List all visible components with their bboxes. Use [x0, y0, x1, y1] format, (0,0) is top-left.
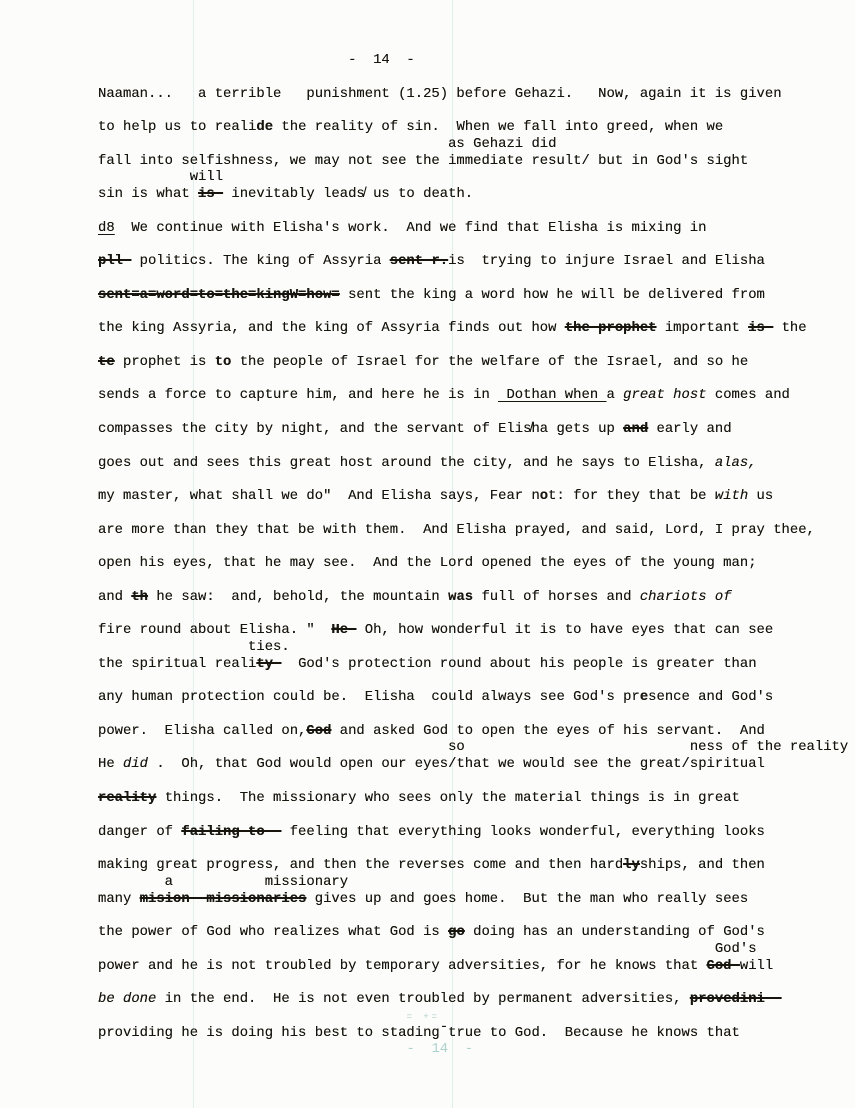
text-segment: full of horses and [473, 588, 640, 605]
text-segment: goes out and sees this great host around the city, and he says to Elisha, [98, 454, 715, 471]
italic-text: be done [98, 991, 157, 1008]
text-segment: providing he is doing his best to stading [98, 1024, 440, 1041]
text-segment: and [98, 588, 132, 605]
text-line [98, 480, 855, 514]
struck-out-text: mision--missionaries [139, 890, 307, 907]
text-segment: is trying to injure Israel and Elisha [448, 253, 765, 270]
text-line [98, 581, 855, 615]
text-line [98, 681, 855, 715]
text-segment: power and he is not troubled by temporary adversities, for he knows that [98, 957, 707, 974]
text-line [98, 514, 855, 548]
underlined-text: Dothan when [498, 387, 607, 404]
text-segment: t: for they that be [548, 488, 715, 505]
text-segment: will [739, 957, 774, 974]
text-segment [98, 1042, 406, 1058]
text-segment: sence and God's [648, 689, 774, 706]
text-segment: gives up and goes home. But the man who really sees [306, 890, 749, 907]
text-segment: compasses the city by night, and the servant of Eli [98, 421, 524, 438]
struck-out-text: God [306, 722, 332, 739]
text-segment: in the end. He is not even troubled by permanent adversities, [156, 991, 690, 1008]
struck-out-text: te [98, 353, 115, 370]
italic-text: great host [623, 387, 707, 404]
text-segment: any human protection could be. Elisha could always see God's pr [98, 689, 640, 706]
struck-out-text: provedini-- [689, 991, 782, 1008]
text-segment: and asked God to open the eyes of his servant. And [331, 722, 765, 739]
text-segment: comes and [706, 387, 790, 404]
text-segment: God's [98, 940, 757, 957]
struck-out-text: failing-to-- [181, 823, 282, 840]
text-segment: the king Assyria, and the king of Assyria finds out how [98, 320, 565, 337]
text-segment: danger of [98, 823, 182, 840]
text-segment: prophet is [114, 353, 215, 370]
text-segment: so ness of the reality [98, 739, 849, 756]
text-segment: open his eyes, that he may see. And the Lord opened the eyes of the young man; [98, 555, 757, 572]
text-line [98, 44, 855, 78]
text-segment: the people of Israel for the welfare of the Israel, and so he [231, 353, 749, 370]
text-segment: s̸ us to death. [356, 186, 474, 203]
text-segment: inevitably lead [223, 186, 357, 203]
text-segment: . Oh, that God would open our eyes/that we would see the great/spiritual [148, 756, 765, 773]
text-segment: doing has an understanding of God's [464, 924, 765, 941]
text-segment: - [439, 1018, 449, 1035]
text-segment: He [98, 756, 124, 773]
text-segment: a missionary [98, 873, 349, 890]
underlined-text: d8 [98, 219, 115, 236]
text-segment [98, 1008, 406, 1024]
text-segment: the reality of sin. When we fall into greed, when we [273, 119, 724, 136]
text-segment: We continue with Elisha's work. And we find that Elisha is mixing in [114, 219, 707, 236]
text-segment: many [98, 890, 140, 907]
text-segment: fire round about Elisha. " [98, 622, 332, 639]
text-segment: will [98, 169, 224, 186]
text-segment: a [606, 387, 624, 404]
document-body [98, 44, 855, 1058]
text-line [98, 816, 855, 850]
text-segment: Naaman... a terrible punishment (1.25) before Gehazi. Now, again it is given [98, 85, 782, 102]
text-segment: true to God. Because he knows that [448, 1024, 740, 1041]
text-line [98, 413, 855, 447]
struck-out-text: pll- [98, 253, 132, 270]
italic-text: did [123, 756, 149, 773]
struck-out-text: sent-r. [389, 253, 449, 270]
text-segment: s̸ha gets up [523, 421, 624, 438]
text-segment: - 14 - [406, 1041, 474, 1058]
text-segment: early and [648, 421, 732, 438]
text-segment: = += [406, 1012, 441, 1023]
text-segment: feeling that everything looks wonderful, everything looks [281, 823, 765, 840]
struck-out-text: go [448, 924, 465, 941]
struck-out-text: ty- [256, 655, 282, 672]
text-segment: as Gehazi did [98, 135, 557, 152]
text-segment: - 14 - [98, 52, 415, 68]
text-segment: fall into selfishness, we may not see the immediate result/ but in God's sight [98, 152, 749, 169]
struck-out-text: and [623, 421, 649, 438]
struck-out-text: is- [198, 186, 224, 203]
text-segment: sent the king a word how he will be delivered from [339, 286, 765, 303]
text-line [98, 346, 855, 380]
struck-out-text: is- [748, 320, 774, 337]
struck-out-text: reality [98, 790, 157, 807]
struck-out-text: sent=a=word=to=the=kingW=how= [98, 286, 340, 303]
text-segment: ties. [98, 639, 290, 656]
overtyped-text: e [639, 689, 649, 706]
text-segment: the spiritual reali [98, 655, 257, 672]
struck-out-text: th [131, 588, 149, 605]
italic-text: chariots of [639, 588, 732, 605]
text-segment: are more than they that be with them. And Elisha prayed, and said, Lord, I pray thee, [98, 521, 815, 538]
text-segment: sin is what [98, 186, 199, 203]
text-segment: the [773, 320, 807, 337]
overtyped-text: o [539, 488, 549, 505]
struck-out-text: ly [623, 857, 640, 874]
text-line [98, 245, 855, 279]
text-line [98, 279, 855, 313]
text-line [98, 782, 855, 816]
text-segment: the power of God who realizes what God is [98, 924, 449, 941]
text-segment: power. Elisha called on, [98, 722, 307, 739]
text-line [98, 212, 855, 246]
text-line [98, 78, 855, 112]
text-line [98, 312, 855, 346]
italic-text: with [714, 488, 749, 505]
overtyped-text: to [214, 353, 232, 370]
text-segment: he saw: and, behold, the mountain [148, 588, 449, 605]
italic-text: alas, [714, 454, 757, 471]
text-segment: us [748, 488, 774, 505]
overtyped-text: de [256, 119, 274, 136]
overtyped-text: was [448, 588, 474, 605]
struck-out-text: the-prophet [564, 320, 657, 337]
text-line [98, 447, 855, 481]
text-segment: politics. The king of Assyria [131, 253, 390, 270]
text-segment: important [656, 320, 749, 337]
text-segment: Oh, how wonderful it is to have eyes that can see [356, 622, 774, 639]
text-segment: my master, what shall we do" And Elisha says, Fear n [98, 488, 540, 505]
text-line [98, 379, 855, 413]
text-segment: making great progress, and then the reverses come and then hard [98, 857, 624, 874]
text-segment: ships, and then [639, 857, 765, 874]
struck-out-text: God- [706, 957, 740, 974]
text-segment: things. The missionary who sees only the material things is in great [156, 790, 740, 807]
struck-out-text: He- [331, 622, 357, 639]
text-segment: sends a force to capture him, and here he is in [98, 387, 499, 404]
text-line [98, 547, 855, 581]
text-segment: to help us to reali [98, 119, 257, 136]
text-segment: God's protection round about his people is greater than [281, 655, 757, 672]
